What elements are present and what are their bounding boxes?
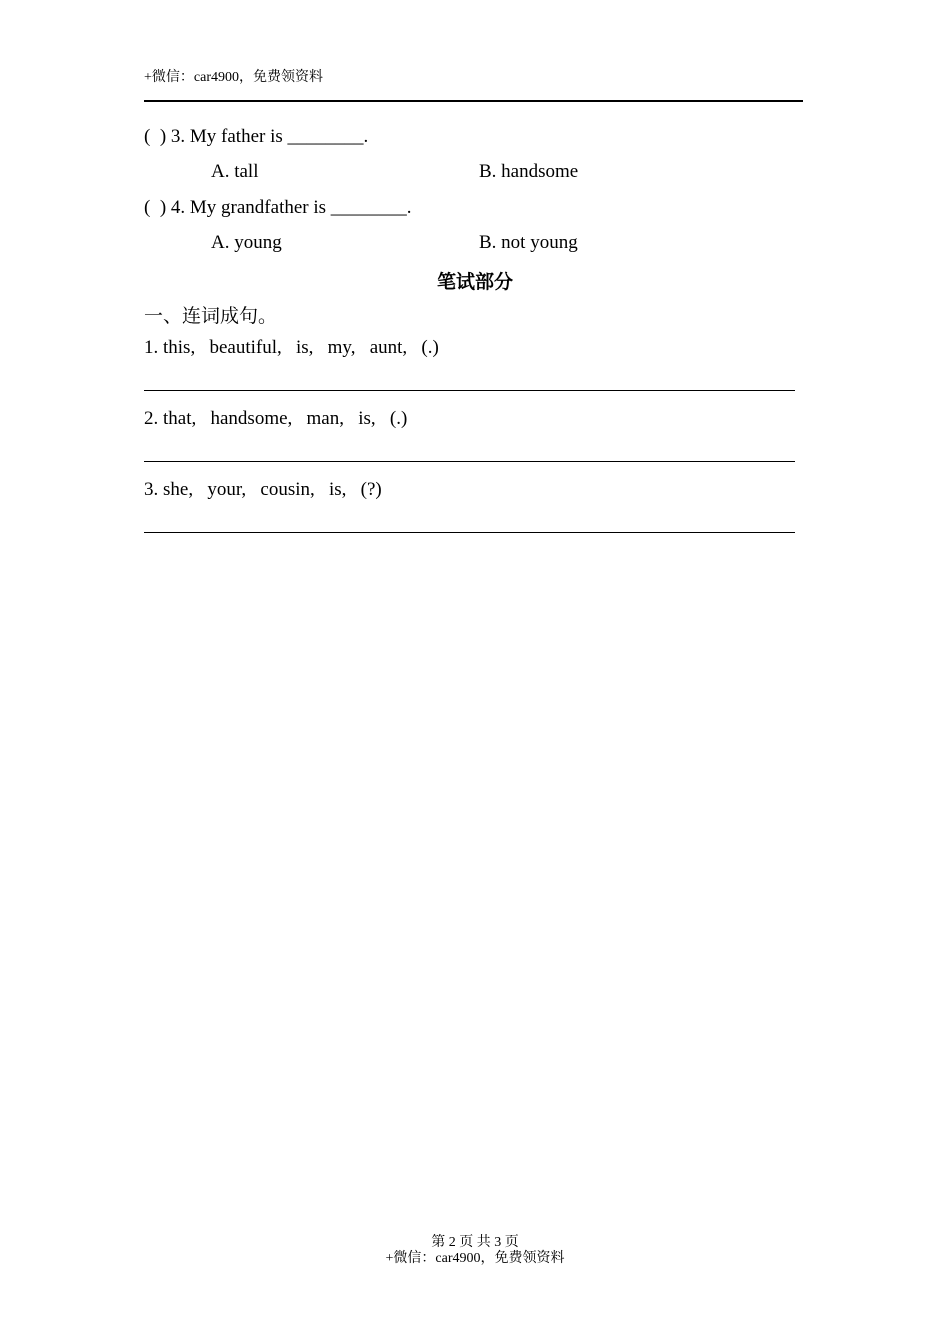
question-4-option-a: A. young: [211, 232, 282, 253]
question-4-stem: ( ) 4. My grandfather is ________.: [144, 197, 412, 218]
question-3-stem: ( ) 3. My father is ________.: [144, 126, 369, 147]
sentence-item-3: 3. she, your, cousin, is, (?): [144, 479, 382, 500]
answer-line-3: [144, 532, 795, 533]
header-divider: [144, 100, 803, 102]
question-3-option-a: A. tall: [211, 161, 259, 182]
footer-watermark: +微信：car4900，免费领资料: [385, 1251, 565, 1266]
sentence-item-2: 2. that, handsome, man, is, (.): [144, 408, 408, 429]
page-number: 第 2 页 共 3 页: [431, 1235, 519, 1250]
header-watermark: +微信：car4900，免费领资料: [144, 70, 323, 85]
sentence-item-1: 1. this, beautiful, is, my, aunt, (.): [144, 337, 439, 358]
answer-line-2: [144, 461, 795, 462]
question-3-option-b: B. handsome: [479, 161, 579, 182]
part-heading: 一、连词成句。: [144, 306, 278, 327]
answer-line-1: [144, 390, 795, 391]
question-4-option-b: B. not young: [479, 232, 578, 253]
section-title: 笔试部分: [436, 271, 513, 293]
